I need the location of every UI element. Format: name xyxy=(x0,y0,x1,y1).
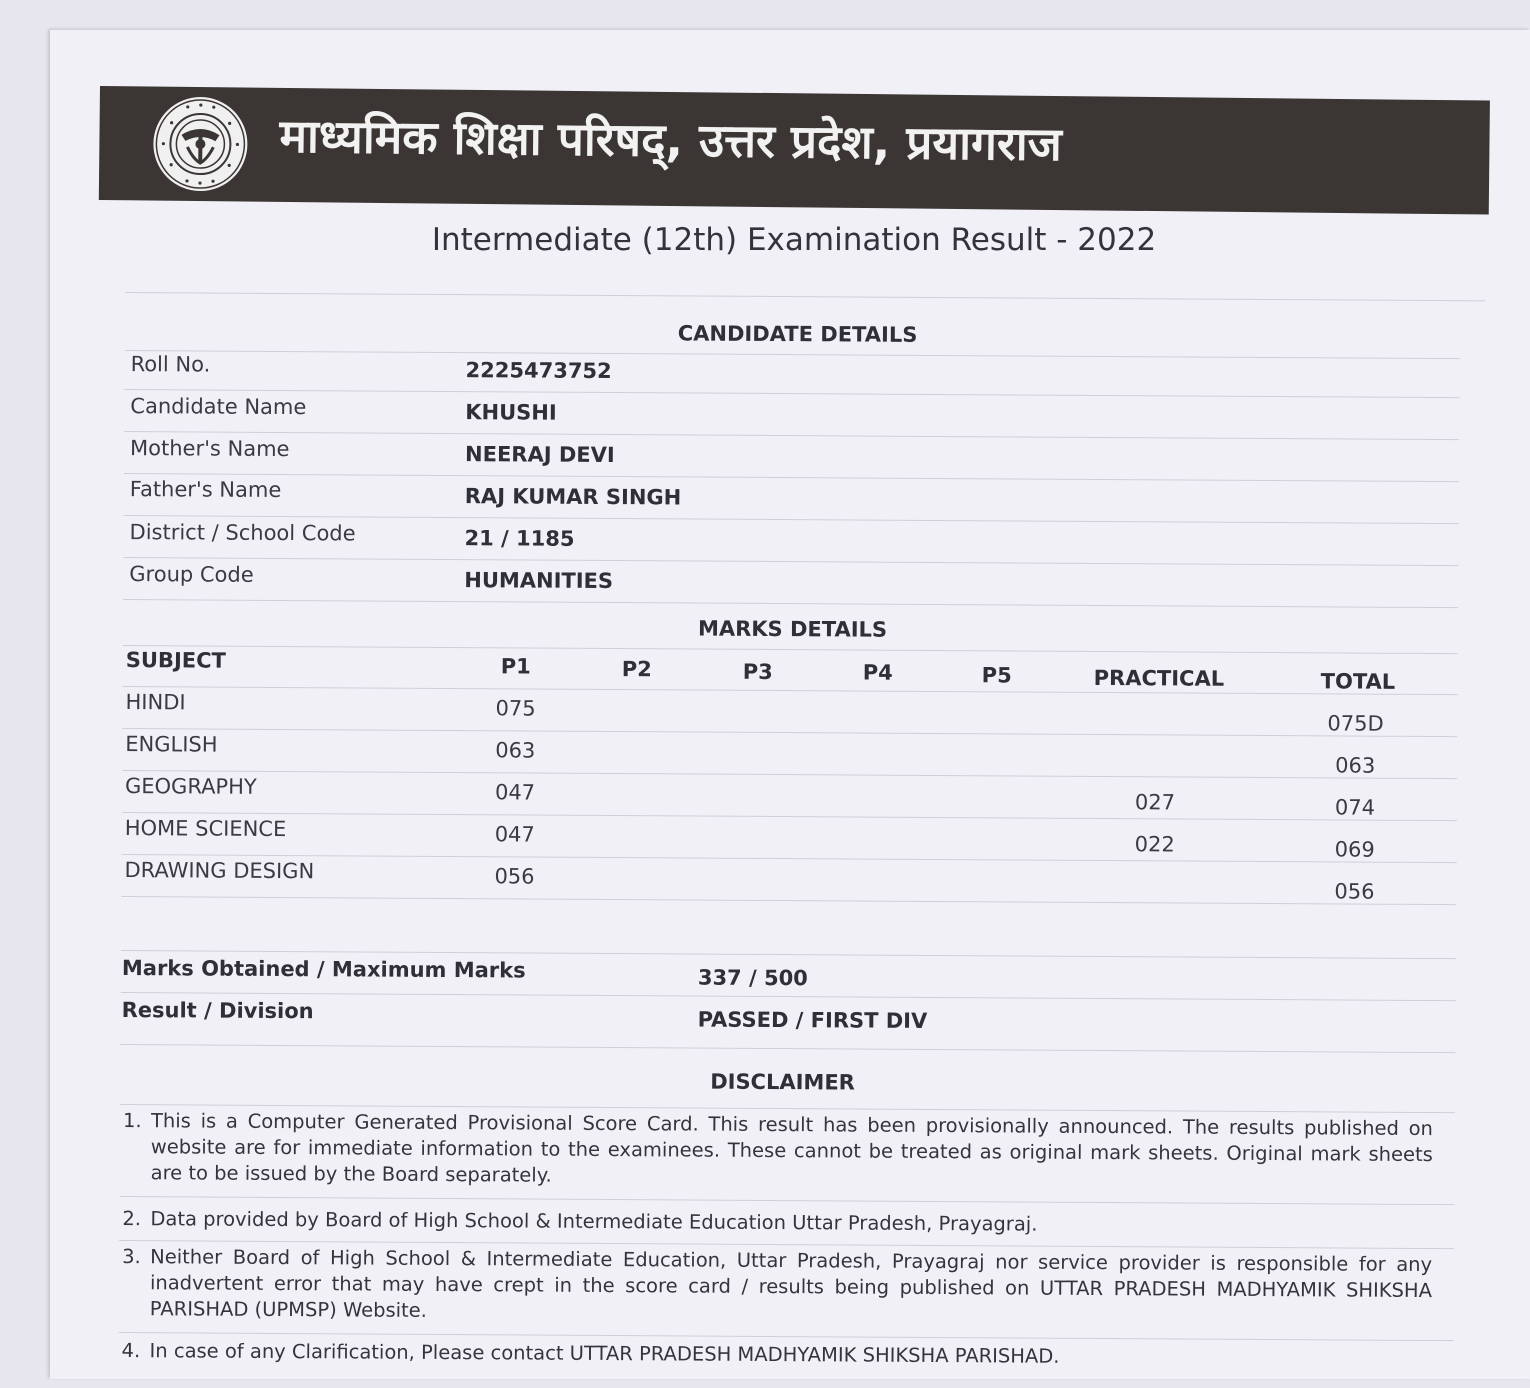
roll-no-label: Roll No. xyxy=(130,352,211,377)
board-name-hindi: माध्यमिक शिक्षा परिषद्, उत्तर प्रदेश, प्रयागराज xyxy=(279,108,1063,172)
divider xyxy=(123,599,1458,608)
practical-cell: 022 xyxy=(1134,832,1175,857)
subject-cell: ENGLISH xyxy=(125,732,218,757)
district-school-code-value: 21 / 1185 xyxy=(464,526,575,551)
divider xyxy=(122,812,1457,821)
total-cell: 075D xyxy=(1327,711,1384,736)
col-p5: P5 xyxy=(981,663,1012,688)
col-p1: P1 xyxy=(500,654,531,679)
col-total: TOTAL xyxy=(1320,669,1396,694)
divider xyxy=(124,389,1459,398)
marks-obtained-label: Marks Obtained / Maximum Marks xyxy=(121,956,526,983)
exam-title: Intermediate (12th) Examination Result - 2022 xyxy=(431,222,1157,258)
disclaimer-item xyxy=(123,1108,1433,1194)
disclaimer-item xyxy=(122,1244,1432,1330)
divider xyxy=(121,992,1456,1001)
fathers-name-label: Father's Name xyxy=(129,477,282,502)
col-p3: P3 xyxy=(742,659,773,684)
p1-cell: 047 xyxy=(494,822,535,847)
divider xyxy=(123,557,1458,566)
fathers-name-value: RAJ KUMAR SINGH xyxy=(464,484,682,510)
divider xyxy=(124,473,1459,482)
practical-cell: 027 xyxy=(1134,790,1176,815)
divider xyxy=(120,1196,1455,1205)
col-subject: SUBJECT xyxy=(125,648,226,673)
divider xyxy=(125,292,1485,301)
divider xyxy=(125,350,1460,359)
total-cell: 063 xyxy=(1335,753,1376,778)
subject-cell: HINDI xyxy=(125,690,186,715)
disclaimer-number: 2. xyxy=(122,1207,142,1231)
candidate-name-label: Candidate Name xyxy=(130,394,307,420)
disclaimer-text: Data provided by Board of High School & Intermediate Education Uttar Pradesh, Prayagraj. xyxy=(150,1207,1038,1236)
subject-cell: DRAWING DESIGN xyxy=(124,858,315,884)
col-practical: PRACTICAL xyxy=(1093,665,1225,691)
p1-cell: 063 xyxy=(495,738,536,763)
subject-cell: GEOGRAPHY xyxy=(124,774,257,799)
subject-cell: HOME SCIENCE xyxy=(124,816,287,842)
divider xyxy=(121,896,1456,905)
divider xyxy=(123,686,1458,695)
divider xyxy=(122,854,1457,863)
disclaimer-item xyxy=(122,1338,1432,1372)
divider xyxy=(122,770,1457,779)
divider xyxy=(120,1044,1455,1053)
disclaimer-text: This is a Computer Generated Provisional Score Card. This result has been provisionally announced. The results published on website are for immediate information to the examinees. These cannot be treated as original mark sheets. Original mark sheets are to be issued by the Board separately. xyxy=(150,1109,1434,1187)
disclaimer-text: In case of any Clarification, Please contact UTTAR PRADESH MADHYAMIK SHIKSHA PARISHAD. xyxy=(149,1339,1060,1368)
p1-cell: 056 xyxy=(494,864,535,889)
p1-cell: 075 xyxy=(495,696,536,721)
mothers-name-value: NEERAJ DEVI xyxy=(464,442,615,468)
result-division-label: Result / Division xyxy=(121,998,314,1024)
total-cell: 074 xyxy=(1334,795,1376,820)
disclaimer-text: Neither Board of High School & Intermediate Education, Uttar Pradesh, Prayagraj nor service provider is responsible for any inadvertent error that may have crept in the score card / results being published on UTTAR PRADESH MADHYAMIK SHIKSHA PARISHAD (UPMSP) Website. xyxy=(149,1245,1433,1322)
marks-details-heading: MARKS DETAILS xyxy=(697,616,888,642)
candidate-details-heading: CANDIDATE DETAILS xyxy=(677,321,918,347)
p1-cell: 047 xyxy=(494,780,536,805)
col-p2: P2 xyxy=(621,657,652,682)
roll-no-value: 2225473752 xyxy=(465,358,612,384)
group-code-value: HUMANITIES xyxy=(464,568,614,594)
result-division-value: PASSED / FIRST DIV xyxy=(697,1007,928,1033)
candidate-name-value: KHUSHI xyxy=(465,400,557,425)
disclaimer-number: 1. xyxy=(122,1109,142,1133)
divider xyxy=(123,645,1458,654)
divider xyxy=(124,431,1459,440)
total-cell: 056 xyxy=(1334,879,1375,904)
district-school-code-label: District / School Code xyxy=(129,520,356,546)
total-cell: 069 xyxy=(1334,837,1375,862)
col-p4: P4 xyxy=(862,660,893,685)
mothers-name-label: Mother's Name xyxy=(130,436,290,462)
divider xyxy=(122,728,1457,737)
disclaimer-number: 3. xyxy=(122,1245,141,1269)
marks-obtained-value: 337 / 500 xyxy=(697,965,808,991)
group-code-label: Group Code xyxy=(129,562,254,587)
disclaimer-number: 4. xyxy=(121,1339,141,1363)
disclaimer-item xyxy=(122,1206,1432,1240)
disclaimer-heading: DISCLAIMER xyxy=(710,1069,855,1095)
